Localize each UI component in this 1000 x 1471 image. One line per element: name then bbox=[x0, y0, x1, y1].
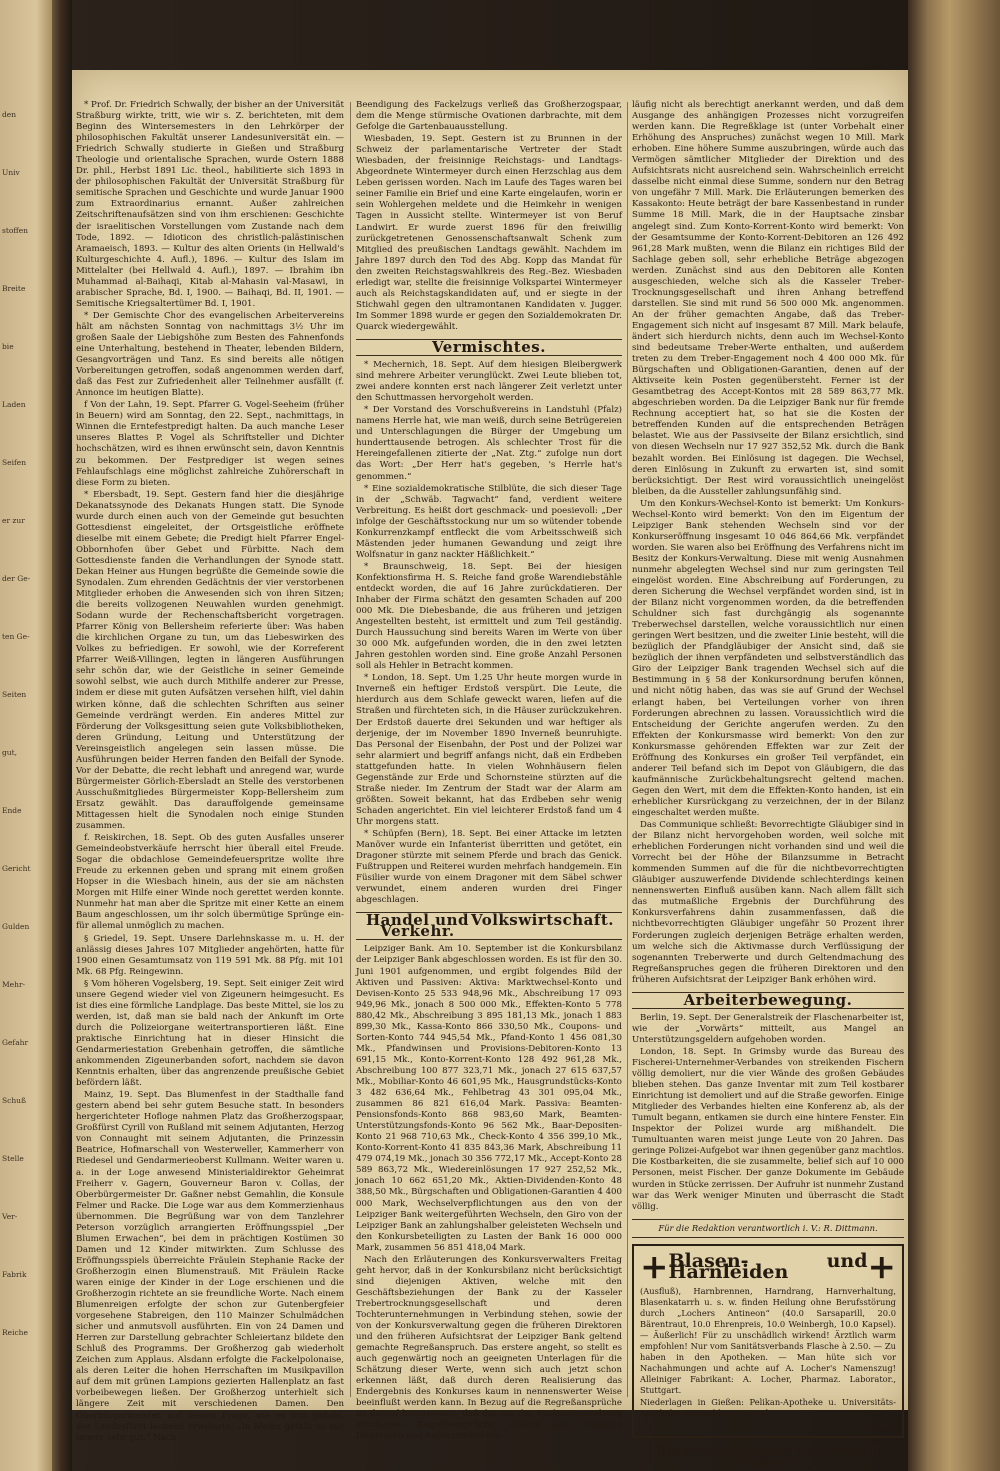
section-heading-arbeiterbewegung: Arbeiterbewegung. bbox=[632, 992, 904, 1009]
previous-page-text-fragment: Seifen bbox=[2, 458, 27, 467]
section-heading-handel bbox=[356, 912, 622, 940]
article-braunschweig: * Braunschweig, 18. Sept. Bei der hiesigen Konfektionsfirma H. S. Reiche fand große Warendiebstähle entdeckt worden, die auf 16 Jahre zurückdatieren. Der Inhaber der Firma schätzt den gesamten Schaden auf 200 000 Mk. Die Diebesbande, die aus früheren und jetzigen Angestellten besteht, ist ermittelt und zum Teil geständig. Durch Haussuchung sind bereits Waren im Werte von über 30 000 Mk. aufgefunden worden, die in den zwei letzten Jahren gestohlen worden sind. Eine große Anzahl Personen soll als Hehler in Betracht kommen. bbox=[356, 561, 622, 672]
article-ebersbadt: * Ebersbadt, 19. Sept. Gestern fand hier die diesjährige Dekanatssynode des Dekanats Hungen statt. Die Synode wurde durch einen auch von der Gemeinde gut besuchten Gottesdienst eingeleitet, der Ortsgeistliche eröffnete dieselbe mit einem Gebete; die Predigt hielt Pfarrer Engel-Obbornhofen über Gebet und Fürbitte. Nach dem Gottesdienste fanden die Verhandlungen der Synode statt. Dekan Heiner aus Hungen begrüßte die Gemeinde sowie die Synodalen. Zum ehrenden Gedächtnis der vier verstorbenen Mitglieder erhoben die Anwesenden sich von ihren Sitzen; die bereits vollzogenen Neuwahlen wurden genehmigt. Sodann wurde der Rechenschaftsbericht vorgetragen. Pfarrer König von Bellersheim referierte über: Was haben die kirchlichen Organe zu tun, um das Liebeswirken des Volkes zu befriedigen. Er sowohl, wie der Korreferent Pfarrer Weiß-Villingen, legten in längeren Ausführungen sehr schön dar, wie der Geistliche in seiner Gemeinde sowohl selbst, wie auch durch Mithilfe anderer zur Presse, indem er diese mit guten Aufsätzen versehen hilft, viel dahin wirken könne, daß die schlechten Schriften aus seiner Gemeinde verdrängt werden. Ein anderes Mittel zur Förderung der Volksgesittung seien gute Volksbibliotheken, deren Gründung, Leitung und Unterstützung der Vereinsgeistlich angelegen sein lassen müsse. Die Ausführungen beider Herren fanden den Beifall der Synode. Vor der Debatte, die recht lebhaft und anregend war, wurde Bürgermeister Görlich-Ebersladt an Stelle des verstorbenen Ausschußmitgliedes Bürgermeister Kopp-Bellersheim zum Ersatz gewählt. Das darauffolgende gemeinsame Mittagessen hielt die Synodalen noch einige Stunden zusammen. bbox=[76, 489, 344, 832]
cross-icon: + bbox=[640, 1246, 669, 1287]
previous-page-text-fragment: Gefahr bbox=[2, 1038, 29, 1047]
issue-page-count: Die heutige Nummer umfaßt 10 Seiten. bbox=[656, 1444, 880, 1470]
ad-title-row bbox=[640, 1246, 896, 1287]
ad-code: 6147 bbox=[874, 1420, 896, 1431]
previous-page-text-fragment: ten Ge- bbox=[2, 632, 30, 641]
article-mainz-continued: Beendigung des Fackelzugs verließ das Großherzogspaar, dem die Menge stürmische Ovationen darbrachte, mit dem Gefolge die Gartenbauausstellung. bbox=[356, 100, 622, 133]
article-mechernich: * Mechernich, 18. Sept. Auf dem hiesigen Bleibergwerk sind mehrere Arbeiter verunglückt. Zwei Leute blieben tot, zwei andere konnten erst nach längerer Zeit verletzt unter den Schuttmassen hervorgeholt werden. bbox=[356, 360, 622, 404]
previous-page-text-fragment: Gericht bbox=[2, 864, 31, 873]
ad-body: (Ausfluß), Harnbrennen, Harndrang, Harnverhaltung, Blasenkatarrh u. s. w. finden Heilung ohne Berufsstörung durch „Lochers Antineon“ (40.0 Sarsaparill, 20.0 Bärentraut, 10.0 Ehrenpreis, 10.0 Weinbergh, 10.0 Kapsel). — Äußerlich! Für zu unschädlich wirkend! Ärztlich warm empfohlen! Nur vom Sanitätsverbands Flasche à 2.50. — Zu haben in den Apotheken. — Man hüte sich vor Nachahmungen und achte auf A. Locher's Namenszug! Alleiniger Fabrikant: A. Locher, Pharmaz. Laborator., Stuttgart. bbox=[640, 1285, 896, 1396]
section-heading-vermischtes: Vermischtes. bbox=[356, 339, 622, 356]
previous-page-text-fragment: Ende bbox=[2, 806, 22, 815]
ad-title: Blasen- und Harnleiden bbox=[668, 1249, 868, 1283]
column-1 bbox=[76, 100, 344, 1443]
article-london-erdstoss: * London, 18. Sept. Um 1.25 Uhr heute morgen wurde in Inverneß ein heftiger Erdstoß verspürt. Die Leute, die hierdurch aus dem Schlafe geweckt waren, liefen auf die Straßen und fürchteten sich, in die Häuser zurückzukehren. Der Erdstoß dauerte drei Sekunden und war heftiger als derjenige, der im November 1890 Inverneß beunruhigte. Das Personal der Eisenbahn, der Post und der Polizei war sehr alarmiert und begriff anfangs nicht, daß ein Erdbeben stattgefunden hatte. In vielen Wohnhäusern fielen Gegenstände zur Erde und Schornsteine stürzten auf die Straße nieder. Im Zentrum der Stadt war der Alarm am größten. Soweit bekannt, hat das Erdbeben sehr wenig Schaden angerichtet. Ein viel leichterer Erdstoß fand um 4 Uhr morgens statt. bbox=[356, 673, 622, 827]
ad-depots: Niederlagen in Gießen: Pelikan-Apotheke u. Universitäts-Apotheke zum goldenen Engel. bbox=[640, 1397, 896, 1419]
article-reiskirchen: f. Reiskirchen, 18. Sept. Ob des guten Ausfalles unserer Gemeindeobstverkäufe herrscht hier überall eitel Freude. Sogar die obdachlose Gemeindefeuerspritze wollte ihre Freude zu erkennen geben und sprang mit einem großen Hopser in die Wiesbach hinein, aus der sie am nächsten Morgen mit Hilfe einer Winde noch gerettet werden konnte. Nunmehr hat man aber die Spritze mit einer Kette an einem Baum angeschlossen, um ihr solch übermütige Sprünge ein- für allemal unmöglich zu machen. bbox=[76, 833, 344, 932]
cross-icon: + bbox=[867, 1246, 896, 1287]
previous-page-text-fragment: Fabrik bbox=[2, 1270, 27, 1279]
article-gemischter-chor: * Der Gemischte Chor des evangelischen Arbeitervereins hält am nächsten Sonntag von nachmittags 3½ Uhr im großen Saale der Liebigshöhe zum Besten des Fahnenfonds eine Unterhaltung, bestehend in Theater, lebenden Bildern, Gesangvorträgen und Tanz. Es sind bereits alle nötigen Vorbereitungen getroffen, sodaß angenommen werden darf, daß das Fest zur Zufriedenheit aller Teilnehmer ausfällt (f. Annonce im heutigen Blatte). bbox=[76, 310, 344, 399]
book-gutter bbox=[52, 0, 72, 1471]
heading-handel-verkehr: Handel und Verkehr. bbox=[365, 911, 469, 941]
article-berlin-streik: Berlin, 19. Sept. Der Generalstreik der Flaschenarbeiter ist, wie der „Vorwärts“ mitteilt, aus Mangel an Unterstützungsgeldern aufgehoben worden. bbox=[632, 1012, 904, 1045]
article-grimsby: London, 18. Sept. In Grimsby wurde das Bureau des Fischerei-Unternehmer-Verbandes von streikenden Fischern völlig demoliert, nur die vier Wände des großen Gebäudes blieben stehen. Das ganze Inventar mit zum Teil kostbarer Einrichtung ist demoliert und auf die Straße geworfen. Einige Mitglieder des Verbandes hielten eine Konferenz ab, als der Tumult begann, entkamen sie durch eine hintere Fenster. Ein Inspektor der Polizei wurde arg mißhandelt. Die Tumultuanten waren meist junge Leute von 20 Jahren. Das geringe Polizei-Aufgebot war ihnen gegenüber ganz machtlos. Die Kostbarkeiten, die sie zusammelte, belief sich auf 10 000 Personen, meist Fischer. Der ganze Dokumente im Gebäude wurden in Stücke zerrissen. Der Aufruhr ist nunmehr Zustand war das Werk weniger Minuten und überrascht die Stadt völlig. bbox=[632, 1046, 904, 1212]
article-wechsel-konto: Um den Konkurs-Wechsel-Konto ist bemerkt: Um Konkurs-Wechsel-Konto wird bemerkt: Von den im Eigentum der Leipziger Bank stehenden Wechseln sind vor der Konkurseröffnung insgesamt 10 046 864,66 Mk. verpfändet worden. Sie waren also bei Eröffnung des Verfahrens nicht im Besitz der Konkurs-Verwaltung. Diese mit wenig Ausnahmen nunmehr abgelegten Wechsel sind nur zum geringsten Teil eingelöst worden. Eine Abschreibung auf Forderungen, zu deren Sicherung die Wechsel verpfändet worden sind, ist in der Bilanz nicht vorgenommen worden, da die betreffenden Schuldner sich fast durchgängig als sogenannte Treberwechsel darstellen, welche voraussichtlich nur einen geringen Wert besitzen, und die zweiter Linie besteht, will die bezüglich der Pfandgläubiger der Ansicht sind, daß sie bezüglich der ihnen verpfändeten und selbstverständlich das Giro der Leipziger Bank tragenden Wechsel sich auf die Bestimmung in § 58 der Konkursordnung berufen können, und nicht nötig haben, das was sie auf Grund der Wechsel erlangt haben, bei Verteilungen vorher von ihren Forderungen abrechnen zu lassen. Voraussichtlich wird die Entscheidung der Gerichte angerufen werden. Zu den Effekten der Konkursmasse wird bemerkt: Von den zur Konkursmasse gehörenden Effekten war zur Zeit der Eröffnung des Konkurses ein großer Teil verpfändet, ein anderer Teil befand sich im Depot von Gläubigern, die das kaufmännische Zurückbehaltungsrecht geltend machen. Gegen den Wert, mit dem die Effekten-Konto handen, ist ein erheblicher Kursrückgang zu verzeichnen, der in der Bilanz eingeschaltet werden mußte. bbox=[632, 498, 904, 818]
editorial-responsibility: Für die Redaktion verantwortlich i. V.: R. Dittmann. bbox=[632, 1219, 904, 1238]
page-edge-right bbox=[908, 0, 1000, 1471]
article-stilbluete: * Eine sozialdemokratische Stilblüte, die sich dieser Tage in der „Schwäb. Tagwacht“ fand, verdient weitere Verbreitung. Es heißt dort geschmack- und poesievoll: „Der infolge der Geschäftsstockung nur um so wütender tobende Konkurrenzkampf entfleckt die vom Arbeitsschweiß sich Mästenden jeder humanen Gewandung und zeigt ihre Wolfsnatur in ganz nackter Häßlichkeit.“ bbox=[356, 483, 622, 560]
previous-page-text-fragment: Ver- bbox=[2, 1212, 18, 1221]
article-konkursverwalter: Nach den Erläuterungen des Konkursverwalters Freitag geht hervor, daß in der Konkursbilanz nicht berücksichtigt sind diejenigen Aktiven, welche mit den Geschäftsbeziehungen der Bank zu der Kasseler Trebertrocknungsgesellschaft und deren Tochterunternehmungen in Verbindung stehen, sowie der von der Konkursverwaltung gegen die früheren Direktoren und den früheren Aufsichtsrat der Leipziger Bank geltend gemachte Regreßanspruch. Das erstere angeht, so stellt es auch gegenwärtig noch an geeigneten Unterlagen für die Schätzung dieser Werte, wenn sich auch jetzt schon erkennen läßt, daß durch deren Realisierung das Endergebnis des Konkurses kaum in nennenswerter Weise beeinflußt werden kann. In Bezug auf die Regreßansprüche ist darauf hinzuweisen, daß die von der Konkursverwaltung erhobenen Regreßansprüche seitens der früheren Direktoren und Aufsichtsräte vor- bbox=[356, 1254, 622, 1442]
previous-page-text-fragment: den bbox=[2, 110, 17, 119]
previous-page-text-fragment: Mehr- bbox=[2, 980, 26, 989]
previous-page-text-fragment: er zur bbox=[2, 516, 25, 525]
article-von-der-lahn: f Von der Lahn, 19. Sept. Pfarrer G. Vogel-Seeheim (früher in Beuern) wird am Sonntag, den 22. Sept., nachmittags, in Winnen die Erntefestpredigt halten. Da auch manche Leser unseres Blattes P. Vogel als Schriftsteller und Dichter hochschätzen, wird es ihnen erwünscht sein, davon Kenntnis zu bekommen. Der Festprediger ist wegen seines Fehlaufschlags eine möglichst zahlreiche Zuhörerschaft in diese Form zu bieten. bbox=[76, 400, 344, 488]
article-landstuhl: * Der Vorstand des Vorschußvereins in Landstuhl (Pfalz) namens Herrle hat, wie man weiß, durch seine Betrügereien und Unterschlagungen die Bürger der Umgebung um hunderttausende betrogen. Als schlechter Trost für die Hereingefallenen zitierte der „Nat. Ztg.“ zufolge nun dort das Wort: „Der Herr hat's gegeben, 's Herrle hat's genommen.“ bbox=[356, 405, 622, 482]
article-vogelsberg: § Vom höheren Vogelsberg, 19. Sept. Seit einiger Zeit wird unsere Gegend wieder viel von Zigeunern heimgesucht. Es ist dies eine förmliche Landplage. Das beste Mittel, sie los zu werden, ist, daß man sie bald nach der Ankunft im Orte durch die Polizeiorgane weitertransportieren läßt. Eine praktische Einrichtung hat in dieser Hinsicht die Gendarmeriestation Grebenhain getroffen, die sämtliche ankommenden Zigeunerbanden sofort, nachdem sie davon Kenntnis erhalten, über das angrenzende preußische Gebiet befördern läßt. bbox=[76, 978, 344, 1089]
advertisement-antineon bbox=[632, 1244, 904, 1439]
previous-page-text-fragment: stoffen bbox=[2, 226, 28, 235]
heading-volkswirtschaft: Volkswirtschaft. bbox=[470, 911, 614, 930]
newspaper-page bbox=[72, 70, 908, 1470]
article-schwally: * Prof. Dr. Friedrich Schwally, der bisher an der Universität Straßburg wirkte, tritt, wie wir s. Z. berichteten, mit dem Beginn des Wintersemesters in den Lehrkörper der philosophischen Fakultät unserer Landesuniversität ein. — Friedrich Schwally studierte in Gießen und Straßburg Theologie und orientalische Sprachen, wurde Ostern 1888 Dr. phil., Herbst 1891 Lic. theol., habilitierte sich 1893 in der philosophischen Fakultät der Universität Straßburg für semitische Sprachen und Geschichte und wurde Januar 1900 zum Extraordinarius ernannt. Außer zahlreichen Zeitschriftenaufsätzen sind von ihm erschienen: Geschichte der israelitischen Vorstellungen vom Zustande nach dem Tode, 1892. — Idioticon des christlich-palästinischen Aramaeisch, 1893. — Kultur des alten Orients (in Hellwald's Kulturgeschichte 4. Aufl.), 1896. — Kultur des Islam im Mittelalter (bei Hellwald 4. Aufl.), 1897. — Ibrahim ibn Muhammad al-Baihaqi, Kitab al-Mahasin val-Masawi, in arabischer Sprache, Bd. I, 1900. — Baihaqi, Bd. II, 1901. — Semitische Kriegsaltertümer Bd. I, 1901. bbox=[76, 100, 344, 309]
column-rule bbox=[627, 102, 628, 1397]
column-2 bbox=[356, 100, 622, 1442]
article-leipziger-bank: Leipziger Bank. Am 10. September ist die Konkursbilanz der Leipziger Bank abgeschlossen worden. Es ist für den 30. Juni 1901 aufgenommen, und ergibt folgendes Bild der Aktiven und Passiven: Aktiva: Marktwechsel-Konto und Devisen-Konto 25 533 948,96 Mk., Abschreibung 17 093 949,96 Mk., jonach 8 500 000 Mk., Effekten-Konto 5 778 880,42 Mk., Abschreibung 3 895 181,13 Mk., jonach 1 883 899,30 Mk., Kassa-Konto 866 330,50 Mk., Coupons- und Sorten-Konto 744 945,54 Mk., Pfand-Konto 1 456 081,30 Mk., Pfandwinsen und Provisions-Debitoren-Konto 13 691,15 Mk., Konto-Korrent-Konto 128 492 961,28 Mk., Abschreibung 100 877 323,71 Mk., jonach 27 615 637,57 Mk., Mobiliar-Konto 46 601,95 Mk., Hausgrundstücks-Konto 3 482 636,64 Mk., Fehlbetrag 43 301 095,04 Mk., zusammen 86 821 616,04 Mark. Passiva: Beamten-Pensionsfonds-Konto 868 983,60 Mark, Beamten-Unterstützungsfonds-Konto 96 562 Mk., Baar-Depositen-Konto 21 968 710,63 Mk., Check-Konto 4 356 399,10 Mk., Konto-Korrent-Konto 41 835 843,36 Mark, Abschreibung 11 479 074,19 Mk., jonach 30 356 772,17 Mk., Accept-Konto 28 589 863,72 Mk., Wiedereinlösungen 17 927 252,52 Mk., jonach 10 662 651,20 Mk., Aktien-Dividenden-Konto 48 388,50 Mk., Bürgschaften und Obligationen-Garantien 4 400 000 Mark, Wechselverpflichtungen aus den von der Leipziger Bank weitergeführten Wechseln, den Giro von der Leipziger Bank an zahlungshalber geleisteten Wechseln und den Konkursbeteiligten zu Lasten der Bank 16 000 000 Mark, zusammen 56 851 418,04 Mark. bbox=[356, 944, 622, 1253]
article-mainz: Mainz, 19. Sept. Das Blumenfest in der Stadthalle fand gestern abend bei sehr gutem Besuche statt. In besonders hergerichteter Hofloge nahmen Platz das Großherzogspaar, Großfürst Cyrill von Rußland mit seinem Adjutanten, Herzog von Connaught mit seinem Adjutanten, die Prinzessin Beatrice, Hofmarschall von Westerweller, Kammerherr von Riedesel und Gendarmerieoberst Kullmann. Weiter waren u. a. in der Loge anwesend Ministerialdirektor Geheimrat Freiherr v. Gagern, Gouverneur Baron v. Collas, der Oberbürgermeister Dr. Gaßner nebst Gemahlin, die Konsule Felmer und Racke. Die Loge war aus dem Kommerzienhaus übernommen. Die Begrüßung war von dem Tanzlehrer Peterson vorzüglich arrangierten Eröffnungsspiel „Der Blumen Erwachen“, bei dem in prächtigen Kostümen 30 Damen und 12 Kinder mitwirkten. Zum Schlusse des Eröffnungsspiels überreichte Fräulein Stephanie Racke der Großherzogin einen Blumenstrauß. Mit Fräulein Racke waren einige der Kinder in der Loge erschienen und die Großherzogin richtete an sie freundliche Worte. Nach einem Blumenreigen erfolgte der schon zur Gutenbergfeier vorgesehene Stabreigen, den 110 Mainzer Schulmädchen sicher und anmutsvoll ausführten. Ein von 24 Damen und Herren zur Darstellung gebrachter Schleiertanz bildete den Schluß des Programms. Der Großherzog gab wiederholt Zeichen zum Applaus. Alsdann erfolgte die Fackelpolonaise, als deren Leiter die hohen Herrschaften im Musikpavillon auf dem mit grünen Lampions gezierten Hallenplatz an fast vorbeibewegen ließen. Der Großherzog unterhielt sich längere Zeit mit verschiedenen Damen. Den Oberbürgermeister, auf dessen Frage, wie es ihm gefiele, der Landesfürst lachend erwiderte: „In Mainz gefällt es mir immer sehr gut.“ Nach bbox=[76, 1090, 344, 1443]
column-3 bbox=[632, 100, 904, 1470]
previous-page-text-fragment: bie bbox=[2, 342, 14, 351]
previous-page-text-fragment: der Ge- bbox=[2, 574, 31, 583]
column-rule bbox=[350, 102, 351, 1397]
previous-page-text-fragment: Reiche bbox=[2, 1328, 28, 1337]
article-communique: Das Communique schließt: Bevorrechtigte Gläubiger sind in der Bilanz nicht hervorgehoben worden, weil solche mit erheblichen Forderungen nicht vorhanden sind und weil die Vorrecht bei der Höhe der Bilanzsumme in Betracht kommenden Summen auf die für die nichtbevorrechtigten Gläubiger auszuwerfende Dividende schlechterdings keinen nennenswerten Einfluß ausüben kann. Nach allem fällt sich das mutmaßliche Ergebnis der Durchführung des Konkursverfahrens dahin zusammenfassen, daß die nichtbevorrechtigten Gläubiger ungefähr 50 Prozent ihrer Forderungen zugleich derjenigen Beträge erhalten werden, um welche sich die Aktivmasse durch Verflüssigung der sogenannten Treberwerte und durch Geltendmachung des Regreßanspruches gegen die früheren Direktoren und den früheren Aufsichtsrat der Leipziger Bank erhöhen wird. bbox=[632, 820, 904, 985]
previous-page-text-fragment: Breite bbox=[2, 284, 26, 293]
previous-page-text-fragment: gut, bbox=[2, 748, 18, 757]
previous-page-text-fragment: Laden bbox=[2, 400, 26, 409]
article-schuepfen: * Schüpfen (Bern), 18. Sept. Bei einer Attacke im letzten Manöver wurde ein Infanterist überritten und getötet, ein Dragoner stürzte mit seinem Pferde und brach das Genick. Fußtruppen und Reiterei wurden mehrfach handgemein. Ein Füsilier wurde von einem Dragoner mit dem Säbel schwer verwundet, einem anderen wurden drei Finger abgeschlagen. bbox=[356, 829, 622, 906]
previous-page-text-fragment: Schuß bbox=[2, 1096, 27, 1105]
article-griedel: § Griedel, 19. Sept. Unsere Darlehnskasse m. u. H. der anlässig dieses Jahres 107 Mitglieder angehörten, hatte für 1900 einen Gesamtumsatz von 119 591 Mk. 88 Pfg. mit 101 Mk. 68 Pfg. Reingewinn. bbox=[76, 933, 344, 977]
previous-page-text-fragment: Gulden bbox=[2, 922, 30, 931]
article-bank-continued: läufig nicht als berechtigt anerkannt werden, und daß dem Ausgange des anhängigen Prozesses nicht vorzugreifen werden kann. Die Regreßklage ist (unter Vorbehalt einer Erhöhung des Anspruches) zunächst wegen 10 Mill. Mark erhoben. Eine höhere Summe auszubringen, würde auch das Vermögen sämtlicher Mitglieder der Direktion und des Aufsichtsrats nicht ausreichend sein. Wahrscheinlich erreicht dasselbe nicht einmal diese Summe, sondern nur den Betrag von ungefähr 7 Mill. Mark. Die Erläuterungen bemerken des Kassakonto: Heute beträgt der bare Kassenbestand in runder Summe 18 Mill. Mark, die in der Hauptsache zinsbar angelegt sind. Zum Konto-Korrent-Konto wird bemerkt: Von der Gesamtsumme der Konto-Korrent-Debitoren an 126 492 961,28 Mark mußten, wenn die Bilanz ein richtiges Bild der Sachlage geben soll, sehr erhebliche Beträge abgezogen werden. Zunächst sind aus den Debitoren alle Konten ausgeschieden, welche sich als die Kasseler Treber-Trocknungsgesellschaft und ihren Anhang betreffend darstellen. Sie sind mit rund 56 500 000 Mk. angenommen. An der früher gemachten Angabe, daß das Treber-Engagement sich nicht auf insgesamt 87 Mill. Mark belaufe, ändert sich hierdurch nichts, denn auch im Wechsel-Konto sind bedeutsame Treber-Werte enthalten, und außerdem treten zu dem Treber-Engagement noch 4 400 000 Mk. für Bürgschaften und Obligationen-Garantien, denen auf der Aktivseite kein Posten gegenübersteht. Ferner ist der Gesamtbetrag des Accept-Kontos mit 28 589 863,77 Mk. abgeschrieben worden. Da die Leipziger Bank nur für fremde Rechnung acceptiert hat, so hat sie die Kosten der betreffenden Kunden auf die entsprechenden Beträgen belastet. Wie aus der Passivseite der Bilanz ersichtlich, sind von diesen Wechseln nur 17 927 352,52 Mk. durch die Bank bezahlt worden. Bei Einlösung ist dagegen. Die Wechsel, deren Einlösung in Zukunft zu erwarten ist, sind somit berücksichtigt. Der Rest wird voraussichtlich uneingelöst bleiben, da die Aussteller zahlungsunfähig sind. bbox=[632, 100, 904, 497]
previous-page-edge bbox=[0, 0, 52, 1471]
previous-page-text-fragment: Seiten bbox=[2, 690, 27, 699]
previous-page-text-fragment: Univ bbox=[2, 168, 20, 177]
article-wiesbaden: Wiesbaden, 19. Sept. Gestern ist zu Brunnen in der Schweiz der parlamentarische Vertreter der Stadt Wiesbaden, der freisinnige Reichstags- und Landtags-Abgeordnete Wintermeyer durch einen Herzschlag aus dem Leben gerissen worden. Nach im Laufe des Tages waren bei seiner Familie ein Brief und eine Karte eingelaufen, worin er sein Wohlergehen meldete und die Heimkehr in wenigen Tagen in Aussicht stellte. Wintermeyer ist von Beruf Landwirt. Er wurde zuerst 1896 für den freiwillig zurückgetretenen Genossenschaftsanwalt Schenk zum Mitglied des preußischen Landtags gewählt. Nachdem im Jahre 1897 durch den Tod des Abg. Kopp das Mandat für den zweiten Reichstagswahlkreis des Reg.-Bez. Wiesbaden erledigt war, stellte die freisinnige Volkspartei Wintermeyer auch als Reichstagskandidaten auf, und er siegte in der Stichwahl gegen den ultramontanen Kandidaten v. Jugger. Im Sommer 1898 wurde er gegen den Sozialdemokraten Dr. Quarck wiedergewählt. bbox=[356, 134, 622, 332]
previous-page-text-fragment: Stelle bbox=[2, 1154, 24, 1163]
